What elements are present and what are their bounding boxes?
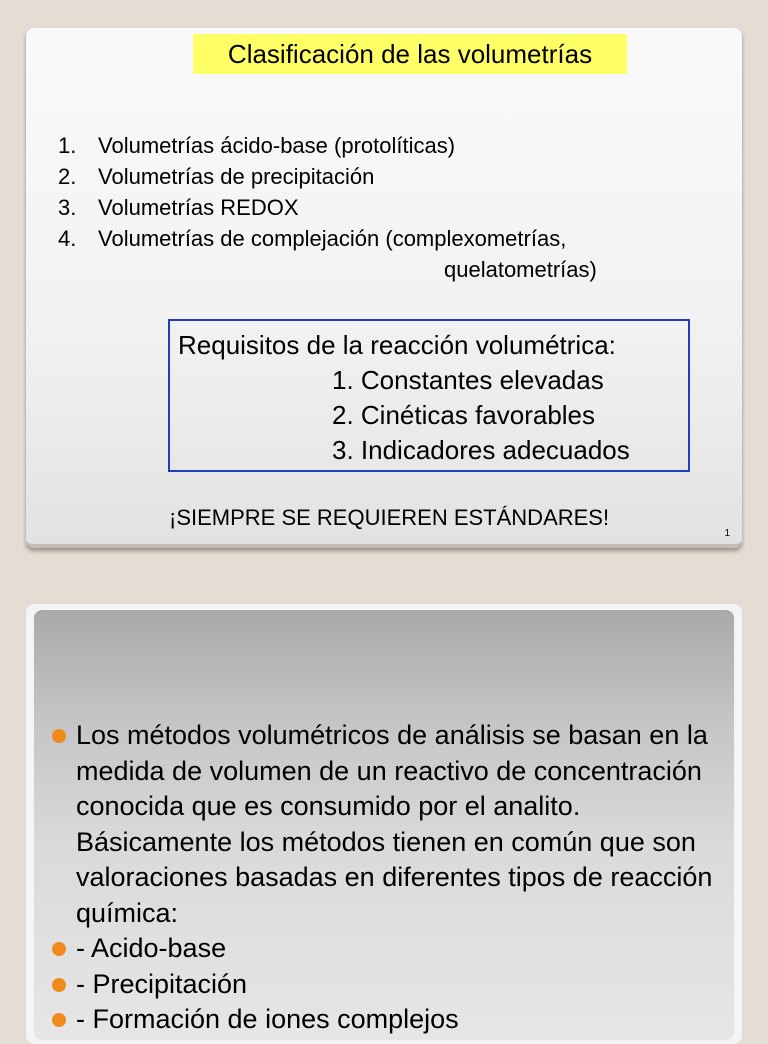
list-text: Volumetrías de complejación (complexometrías, xyxy=(98,226,567,251)
bullet-text: - Precipitación xyxy=(76,968,248,999)
bullet-text: Los métodos volumétricos de análisis se basan en la medida de volumen de un reactivo de concentración conocida que es consumido por el analito. Básicamente los métodos tienen en común que son valoraciones basadas en diferentes tipos de reacción química: xyxy=(76,720,713,928)
list-text: Volumetrías ácido-base (protolíticas) xyxy=(98,133,456,158)
slide-2 xyxy=(26,604,742,1044)
list-text: Volumetrías REDOX xyxy=(98,195,299,220)
bullet-item xyxy=(48,931,732,967)
list-item xyxy=(58,192,708,223)
slide-1 xyxy=(26,28,742,548)
requirement-item: 2. Cinéticas favorables xyxy=(332,400,596,430)
requirement-item: 3. Indicadores adecuados xyxy=(332,435,630,465)
bullet-text: - Acido-base xyxy=(76,933,227,963)
bullet-dot-icon xyxy=(52,978,66,992)
bullet-dot-icon xyxy=(52,942,66,956)
requirements-box xyxy=(168,319,690,472)
list-item xyxy=(58,223,708,285)
bullet-item xyxy=(48,1002,732,1038)
requirements-title: Requisitos de la reacción volumétrica: xyxy=(178,330,616,360)
list-text-continuation: quelatometrías) xyxy=(444,257,597,282)
list-number: 3. xyxy=(58,195,77,220)
list-number: 2. xyxy=(58,164,77,189)
page-number: 1 xyxy=(724,528,730,539)
list-item xyxy=(58,161,708,192)
volumetry-types-list xyxy=(58,130,708,285)
bullet-list xyxy=(48,718,732,1038)
bullet-item xyxy=(48,718,732,931)
slide-2-content xyxy=(34,610,734,1040)
list-number: 1. xyxy=(58,133,77,158)
bullet-item xyxy=(48,967,732,1003)
list-number: 4. xyxy=(58,226,77,251)
list-text: Volumetrías de precipitación xyxy=(98,164,375,189)
list-item xyxy=(58,130,708,161)
standards-note: ¡SIEMPRE SE REQUIEREN ESTÁNDARES! xyxy=(169,505,610,530)
bullet-dot-icon xyxy=(52,1013,66,1027)
requirement-item: 1. Constantes elevadas xyxy=(332,365,604,395)
slide-title: Clasificación de las volumetrías xyxy=(193,34,627,74)
bullet-dot-icon xyxy=(52,729,66,743)
bullet-text: - Formación de iones complejos xyxy=(76,1004,459,1034)
